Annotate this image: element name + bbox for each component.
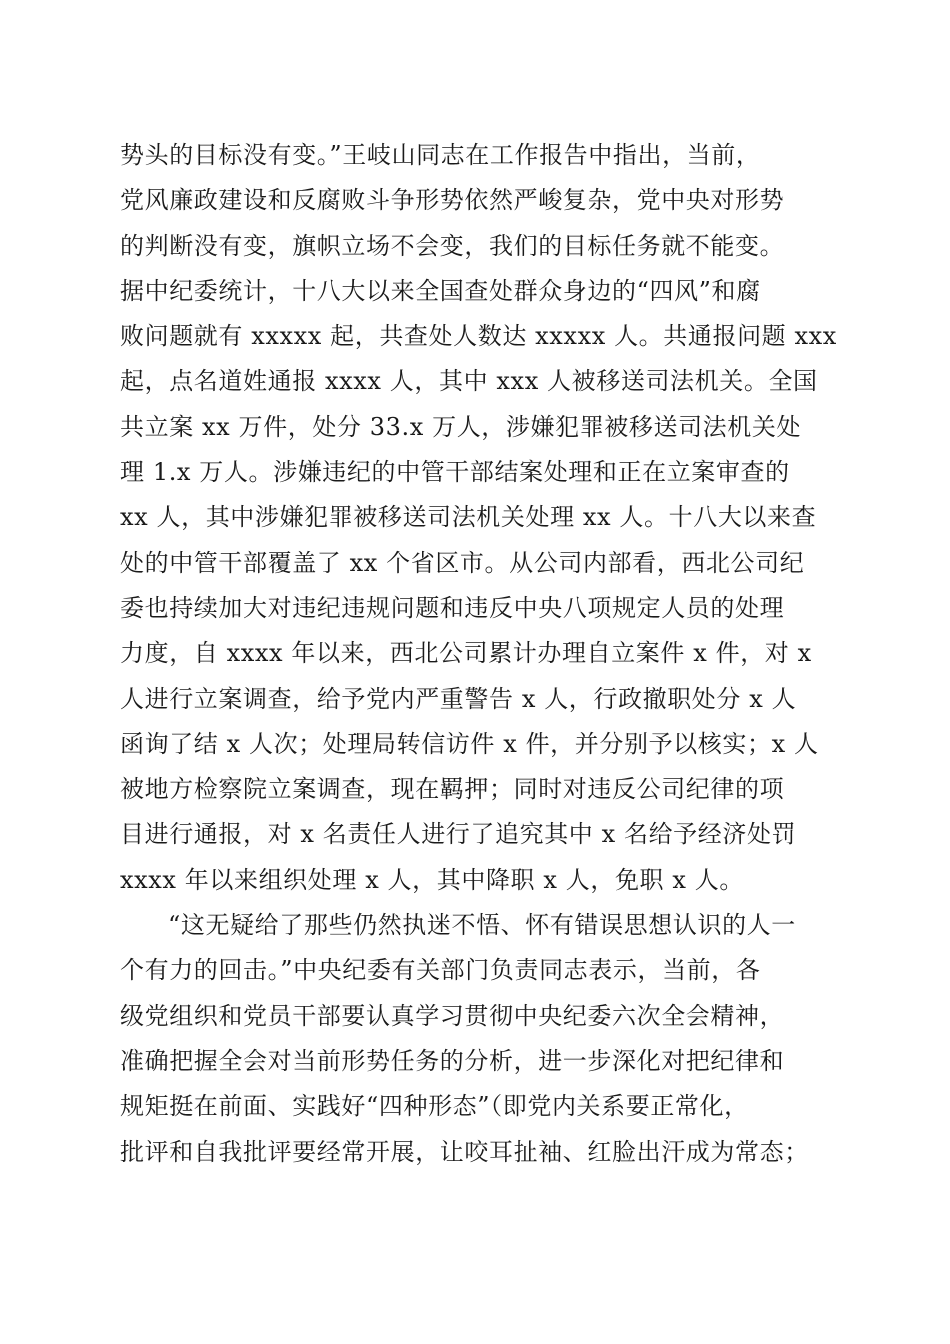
text-line: 人进行立案调查，给予党内严重警告 x 人，行政撤职处分 x 人 (120, 684, 797, 713)
text-line: 个有力的回击。”中央纪委有关部门负责同志表示，当前，各 (120, 956, 761, 985)
text-line: xxxx 年以来组织处理 x 人，其中降职 x 人，免职 x 人。 (120, 865, 744, 894)
text-line: 理 1.x 万人。涉嫌违纪的中管干部结案处理和正在立案审查的 (120, 458, 790, 487)
text-line: 势头的目标没有变。”王岐山同志在工作报告中指出，当前， (120, 141, 761, 169)
text-line: 批评和自我批评要经常开展，让咬耳扯袖、红脸出汗成为常态； (120, 1137, 809, 1166)
text-line: 函询了结 x 人次；处理局转信访件 x 件，并分别予以核实；x 人 (120, 729, 819, 758)
text-line: 的判断没有变，旗帜立场不会变，我们的目标任务就不能变。 (120, 231, 785, 260)
text-line: 规矩挺在前面、实践好“四种形态”（即党内关系要正常化， (120, 1092, 749, 1121)
document-body (120, 133, 837, 1175)
text-line: 被地方检察院立案调查，现在羁押；同时对违反公司纪律的项 (120, 775, 785, 804)
text-line: 目进行通报，对 x 名责任人进行了追究其中 x 名给予经济处罚 (120, 820, 797, 849)
text-line: 共立案 xx 万件，处分 33.x 万人，涉嫌犯罪被移送司法机关处 (120, 412, 802, 441)
text-line: 党风廉政建设和反腐败斗争形势依然严峻复杂，党中央对形势 (120, 186, 785, 215)
text-line: 据中纪委统计，十八大以来全国查处群众身边的“四风”和腐 (120, 276, 761, 305)
text-line: 委也持续加大对违纪违规问题和违反中央八项规定人员的处理 (120, 593, 785, 622)
text-line: 起，点名道姓通报 xxxx 人，其中 xxx 人被移送司法机关。全国 (120, 367, 818, 396)
text-line: 败问题就有 xxxxx 起，共查处人数达 xxxxx 人。共通报问题 xxx (120, 322, 837, 351)
text-line: 级党组织和党员干部要认真学习贯彻中央纪委六次全会精神， (120, 1001, 785, 1030)
paragraph-start-line: “这无疑给了那些仍然执迷不悟、怀有错误思想认识的人一 (168, 911, 796, 940)
text-line: 力度，自 xxxx 年以来，西北公司累计办理自立案件 x 件，对 x (120, 639, 812, 668)
text-line: 准确把握全会对当前形势任务的分析，进一步深化对把纪律和 (120, 1046, 785, 1075)
text-line: 处的中管干部覆盖了 xx 个省区市。从公司内部看，西北公司纪 (120, 548, 805, 577)
text-line: xx 人，其中涉嫌犯罪被移送司法机关处理 xx 人。十八大以来查 (120, 503, 817, 532)
